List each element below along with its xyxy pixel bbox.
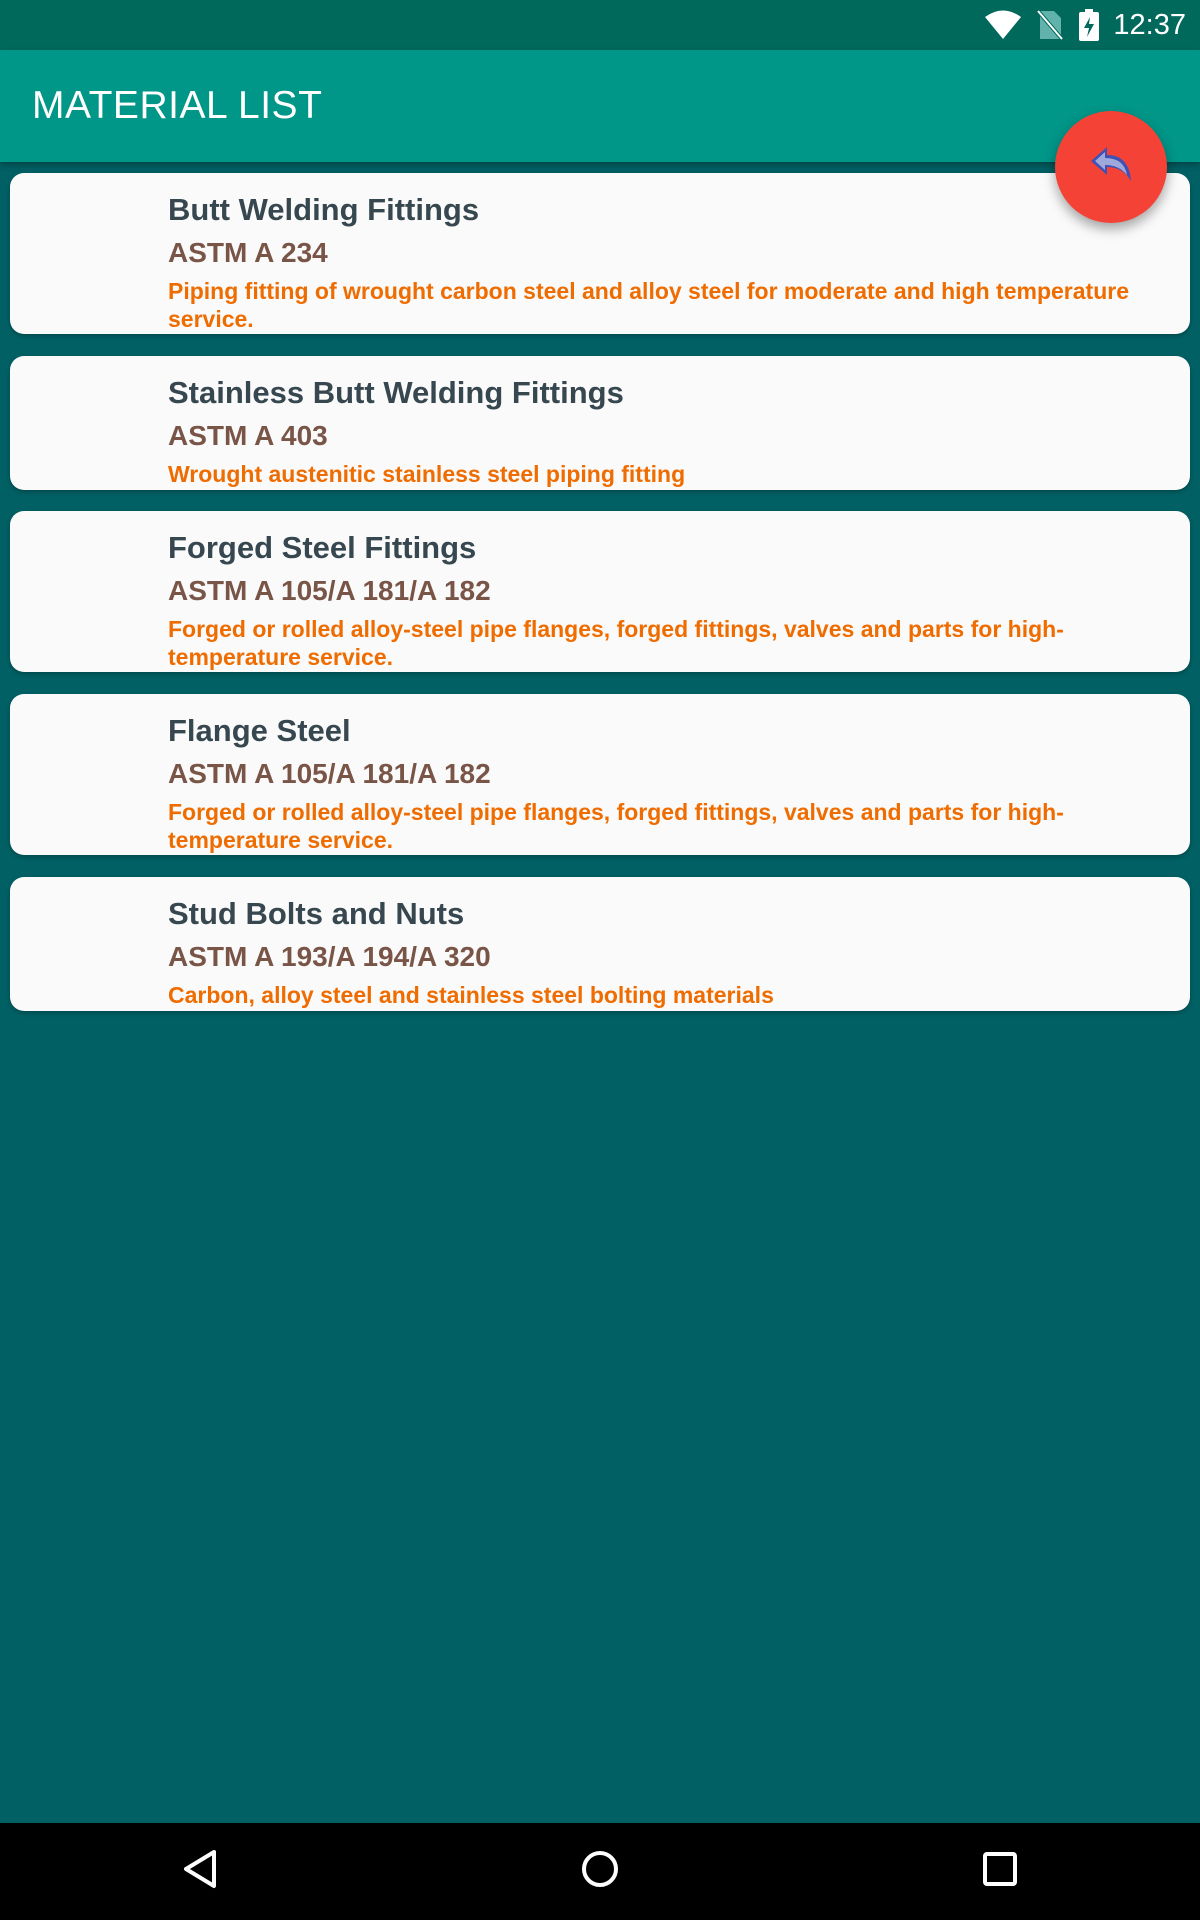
material-spec: ASTM A 403 — [168, 420, 328, 451]
list-item-stainless-butt-welding-fittings[interactable] — [10, 356, 1190, 490]
app-bar — [0, 50, 1200, 162]
wifi-icon — [985, 10, 1021, 40]
material-spec: ASTM A 193/A 194/A 320 — [168, 941, 491, 972]
recents-icon — [982, 1851, 1018, 1892]
nav-back-button[interactable] — [160, 1832, 240, 1912]
navigation-bar — [0, 1823, 1200, 1920]
material-description: Carbon, alloy steel and stainless steel bolting materials — [168, 982, 774, 1008]
material-spec: ASTM A 105/A 181/A 182 — [168, 575, 491, 606]
back-fab-button[interactable] — [1055, 111, 1167, 223]
material-spec: ASTM A 105/A 181/A 182 — [168, 758, 491, 789]
clock: 12:37 — [1113, 8, 1186, 41]
list-item-forged-steel-fittings[interactable] — [10, 511, 1190, 672]
back-icon — [182, 1849, 218, 1894]
status-bar — [0, 0, 1200, 50]
material-description: Wrought austenitic stainless steel piping fitting — [168, 461, 686, 487]
list-item-flange-steel[interactable] — [10, 694, 1190, 855]
material-description: Piping fitting of wrought carbon steel and alloy steel for moderate and high temperature service. — [168, 278, 1129, 332]
material-name: Stainless Butt Welding Fittings — [168, 375, 624, 410]
material-description: Forged or rolled alloy-steel pipe flanges, forged fittings, valves and parts for high-temperature service. — [168, 616, 1064, 670]
material-description: Forged or rolled alloy-steel pipe flanges, forged fittings, valves and parts for high-temperature service. — [168, 799, 1064, 853]
reply-back-icon — [1089, 145, 1133, 190]
material-name: Forged Steel Fittings — [168, 530, 477, 565]
battery-charging-icon — [1079, 9, 1099, 41]
list-item-butt-welding-fittings[interactable] — [10, 173, 1190, 334]
home-icon — [580, 1849, 620, 1894]
list-item-stud-bolts-and-nuts[interactable] — [10, 877, 1190, 1011]
page-title: MATERIAL LIST — [32, 84, 323, 127]
nav-recents-button[interactable] — [960, 1832, 1040, 1912]
no-sim-icon — [1037, 10, 1063, 40]
material-name: Flange Steel — [168, 713, 351, 748]
material-name: Butt Welding Fittings — [168, 192, 480, 227]
material-name: Stud Bolts and Nuts — [168, 896, 465, 931]
nav-home-button[interactable] — [560, 1832, 640, 1912]
material-spec: ASTM A 234 — [168, 237, 328, 268]
